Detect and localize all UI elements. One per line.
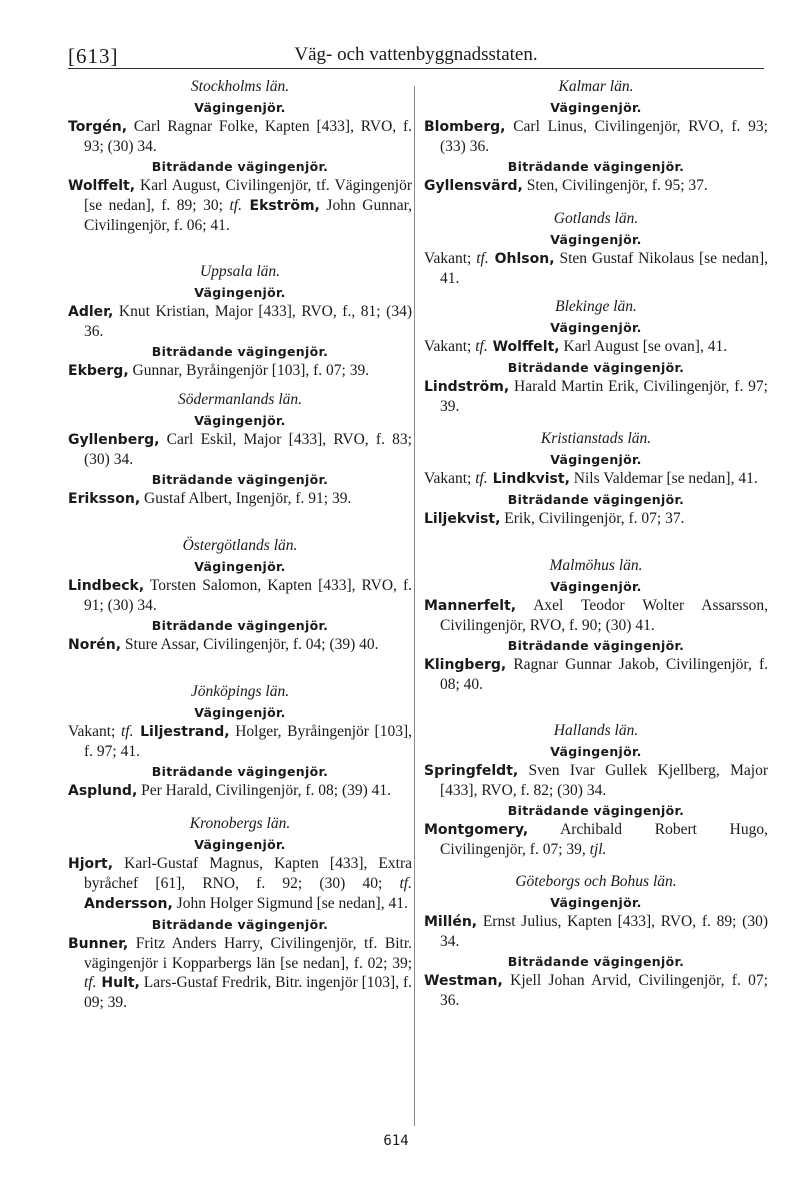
role-heading: Biträdande vägingenjör. xyxy=(507,638,685,653)
person-name: Wolffelt, xyxy=(487,339,560,355)
role-heading: Vägingenjör. xyxy=(550,452,642,467)
person-entry: Vakant; tf. Ohlson, Sten Gustaf Nikolaus [se nedan], 41. xyxy=(424,250,769,287)
role-heading: Biträdande vägingenjör. xyxy=(507,360,685,375)
person-entry: Asplund, Per Harald, Civilingenjör, f. 08; (39) 41. xyxy=(68,782,392,799)
person-entry: Lindström, Harald Martin Erik, Civilingenjör, f. 97; 39. xyxy=(424,378,768,415)
role-heading: Biträdande vägingenjör. xyxy=(151,764,329,779)
right-column xyxy=(424,78,768,1013)
person-entry: Bunner, Fritz Anders Harry, Civilingenjör, tf. Bitr. vägingenjör i Kopparbergs län [se nedan], f. 02; 39; tf. Hult, Lars-Gustaf Fredrik, Bitr. ingenjör [103], f. 09; 39. xyxy=(68,935,412,1011)
person-name: Gyllensvärd, xyxy=(424,178,523,194)
person-name: Springfeldt, xyxy=(424,763,519,779)
role-heading: Biträdande vägingenjör. xyxy=(151,618,329,633)
person-name: Blomberg, xyxy=(424,119,506,135)
person-name: Eriksson, xyxy=(68,491,141,507)
role-heading: Vägingenjör. xyxy=(194,837,286,852)
role-heading: Vägingenjör. xyxy=(194,100,286,115)
person-name: Norén, xyxy=(68,637,122,653)
county-heading: Jönköpings län. xyxy=(190,683,290,700)
person-entry: Hjort, Karl-Gustaf Magnus, Kapten [433], Extra byråchef [61], RNO, f. 92; (30) 40; tf. Andersson, John Holger Sigmund [se nedan], 41. xyxy=(68,855,412,912)
county-heading: Kristianstads län. xyxy=(540,430,652,447)
person-name: Millén, xyxy=(424,914,478,930)
person-entry: Adler, Knut Kristian, Major [433], RVO, f., 81; (34) 36. xyxy=(68,303,412,340)
running-title: Väg- och vattenbyggnadsstaten. xyxy=(294,44,538,65)
role-heading: Biträdande vägingenjör. xyxy=(507,159,685,174)
person-entry: Eriksson, Gustaf Albert, Ingenjör, f. 91; 39. xyxy=(68,490,352,507)
person-name: Lindkvist, xyxy=(487,471,570,487)
person-name: Torgén, xyxy=(68,119,128,135)
person-entry: Ekberg, Gunnar, Byråingenjör [103], f. 07; 39. xyxy=(68,362,370,379)
person-name: Liljestrand, xyxy=(133,724,230,740)
person-name: Liljekvist, xyxy=(424,511,501,527)
header-rule xyxy=(68,68,764,69)
left-column xyxy=(68,78,412,1015)
role-heading: Vägingenjör. xyxy=(194,285,286,300)
county-heading: Hallands län. xyxy=(553,722,639,739)
footer-page-number: 614 xyxy=(383,1133,409,1149)
person-entry: Mannerfelt, Axel Teodor Wolter Assarsson, Civilingenjör, RVO, f. 90; (30) 41. xyxy=(424,597,768,634)
person-entry: Wolffelt, Karl August, Civilingenjör, tf. Vägingenjör [se nedan], f. 89; 30; tf. Ekström, John Gunnar, Civilingenjör, f. 06; 41. xyxy=(68,177,412,234)
role-heading: Vägingenjör. xyxy=(194,559,286,574)
role-heading: Vägingenjör. xyxy=(550,895,642,910)
person-entry: Vakant; tf. Lindkvist, Nils Valdemar [se nedan], 41. xyxy=(424,470,758,487)
person-name: Montgomery, xyxy=(424,822,529,838)
role-heading: Biträdande vägingenjör. xyxy=(507,954,685,969)
person-name: Andersson, xyxy=(84,896,173,912)
person-name: Westman, xyxy=(424,973,503,989)
person-entry: Montgomery, Archibald Robert Hugo, Civilingenjör, f. 07; 39, tjl. xyxy=(424,821,768,858)
person-name: Ohlson, xyxy=(488,251,555,267)
role-heading: Vägingenjör. xyxy=(550,579,642,594)
role-heading: Biträdande vägingenjör. xyxy=(151,344,329,359)
person-name: Ekström, xyxy=(242,198,320,214)
person-entry: Torgén, Carl Ragnar Folke, Kapten [433], RVO, f. 93; (30) 34. xyxy=(68,118,412,155)
role-heading: Vägingenjör. xyxy=(550,744,642,759)
role-heading: Biträdande vägingenjör. xyxy=(151,472,329,487)
person-name: Adler, xyxy=(68,304,114,320)
page-number-bracket: [613] xyxy=(68,44,119,68)
person-name: Bunner, xyxy=(68,936,129,952)
county-heading: Uppsala län. xyxy=(199,263,281,280)
county-heading: Blekinge län. xyxy=(555,298,637,315)
person-name: Klingberg, xyxy=(424,657,507,673)
person-entry: Blomberg, Carl Linus, Civilingenjör, RVO, f. 93; (33) 36. xyxy=(424,118,768,155)
person-name: Ekberg, xyxy=(68,363,129,379)
person-name: Lindström, xyxy=(424,379,510,395)
person-name: Lindbeck, xyxy=(68,578,145,594)
role-heading: Biträdande vägingenjör. xyxy=(151,159,329,174)
person-name: Asplund, xyxy=(68,783,138,799)
county-heading: Kalmar län. xyxy=(558,78,634,95)
county-heading: Gotlands län. xyxy=(553,210,639,227)
person-entry: Liljekvist, Erik, Civilingenjör, f. 07; 37. xyxy=(424,510,685,527)
person-name: Hjort, xyxy=(68,856,114,872)
column-divider xyxy=(414,86,415,1126)
person-entry: Springfeldt, Sven Ivar Gullek Kjellberg, Major [433], RVO, f. 82; (30) 34. xyxy=(424,762,768,799)
county-heading: Göteborgs och Bohus län. xyxy=(515,873,677,890)
person-name: Gyllenberg, xyxy=(68,432,160,448)
county-heading: Stockholms län. xyxy=(190,78,290,95)
person-name: Wolffelt, xyxy=(68,178,136,194)
role-heading: Vägingenjör. xyxy=(194,413,286,428)
role-heading: Biträdande vägingenjör. xyxy=(151,917,329,932)
county-heading: Södermanlands län. xyxy=(178,391,302,408)
person-entry: Millén, Ernst Julius, Kapten [433], RVO, f. 89; (30) 34. xyxy=(424,913,768,950)
person-entry: Gyllenberg, Carl Eskil, Major [433], RVO, f. 83; (30) 34. xyxy=(68,431,412,468)
person-name: Mannerfelt, xyxy=(424,598,517,614)
role-heading: Vägingenjör. xyxy=(550,232,642,247)
person-name: Hult, xyxy=(96,975,140,991)
role-heading: Biträdande vägingenjör. xyxy=(507,492,685,507)
role-heading: Vägingenjör. xyxy=(550,100,642,115)
person-entry: Klingberg, Ragnar Gunnar Jakob, Civilingenjör, f. 08; 40. xyxy=(424,656,768,693)
role-heading: Vägingenjör. xyxy=(550,320,642,335)
role-heading: Vägingenjör. xyxy=(194,705,286,720)
person-entry: Norén, Sture Assar, Civilingenjör, f. 04; (39) 40. xyxy=(68,636,379,653)
person-entry: Westman, Kjell Johan Arvid, Civilingenjör, f. 07; 36. xyxy=(424,972,768,1009)
person-entry: Lindbeck, Torsten Salomon, Kapten [433], RVO, f. 91; (30) 34. xyxy=(68,577,412,614)
person-entry: Gyllensvärd, Sten, Civilingenjör, f. 95; 37. xyxy=(424,177,708,194)
county-heading: Malmöhus län. xyxy=(549,557,643,574)
person-entry: Vakant; tf. Liljestrand, Holger, Byråingenjör [103], f. 97; 41. xyxy=(68,723,413,760)
county-heading: Kronobergs län. xyxy=(189,815,291,832)
role-heading: Biträdande vägingenjör. xyxy=(507,803,685,818)
county-heading: Östergötlands län. xyxy=(182,537,298,554)
person-entry: Vakant; tf. Wolffelt, Karl August [se ovan], 41. xyxy=(424,338,728,355)
